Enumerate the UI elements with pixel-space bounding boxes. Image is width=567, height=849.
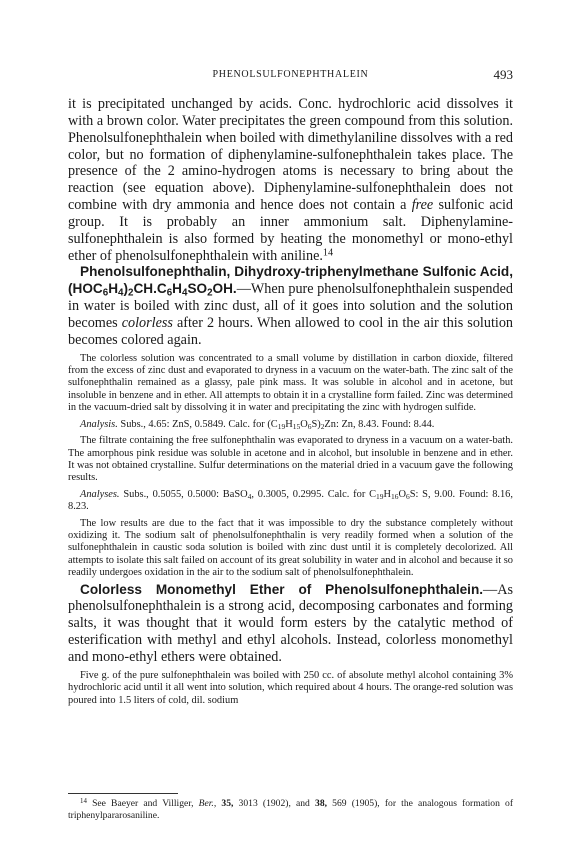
formula-part: H [285, 418, 293, 430]
s2-italic-colorless: colorless [121, 314, 173, 331]
analysis-text: Subs., 0.5055, 0.5000: BaSO [123, 488, 248, 500]
formula-part: H [108, 281, 119, 297]
analysis-zinc [68, 419, 513, 431]
footnote-rule [68, 793, 178, 794]
footnote-ref-14: 14 [322, 247, 334, 258]
footnote-text: See Baeyer and Villiger, [92, 798, 194, 809]
footnote-volume: 38, [315, 798, 328, 809]
formula-sub: 4 [181, 287, 188, 299]
formula-sub: 16 [391, 491, 399, 501]
s2-text-a: —When pure phenolsulfonephthalein suspended in water is boiled with zinc dust, all of it goes into solution and the solution becomes [68, 281, 513, 331]
formula-part: CH.C [133, 281, 167, 297]
analysis-sulfur [68, 489, 513, 514]
page-header [68, 68, 513, 82]
p1-italic-free: free [411, 197, 434, 214]
analysis-text: , 0.3005, 0.2995. Calc. for C [251, 488, 377, 500]
analysis-label: Analysis. [80, 418, 118, 430]
footnote-volume: 35, [221, 798, 234, 809]
analyses-label: Analyses. [80, 488, 120, 500]
analysis-text: S: S, 9.00. Found: 8.16, 8.23. [68, 488, 513, 513]
s2-text-b: after 2 hours. When allowed to cool in the air this solution becomes colored again. [68, 314, 514, 348]
formula-part: SO [187, 281, 208, 297]
formula-sub: 6 [102, 287, 109, 299]
formula-sub: 6 [307, 421, 312, 431]
formula-sub: 15 [292, 421, 301, 431]
analysis-text: Zn: Zn, 8.43. Found: 8.44. [324, 418, 435, 430]
formula-sub: 4 [118, 287, 124, 299]
formula-sub: 19 [376, 491, 384, 501]
formula-sub: 2 [128, 287, 134, 299]
formula-sub: 6 [166, 287, 173, 299]
footnote-text: 569 (1905), for the analogous formation of triphenylpararosaniline. [68, 798, 514, 821]
formula-part: OH. [212, 281, 237, 297]
paragraph-reaction-discussion [68, 96, 513, 264]
formula-part: O [398, 488, 406, 500]
running-head: PHENOLSULFONEPHTHALEIN [212, 69, 369, 80]
formula-part: ) [123, 281, 129, 297]
formula-sub: 4 [247, 491, 252, 501]
footnote-number: 14 [80, 797, 87, 805]
s3-text: —As phenolsulfonephthalein is a strong acid, decomposing carbonates and forming salts, it was thought that it would form esters by the catalytic method of esterification with methyl and ethyl alcohols. Instead, colorless monomethyl and mono-ethyl ethers were obtained. [68, 581, 513, 665]
footnote-text: 3013 (1902), and [238, 798, 310, 809]
page-body [68, 96, 513, 707]
experimental-free-sulfonephthalin: The filtrate containing the free sulfonephthalin was evaporated to dryness in a vacuum on a water-bath. The amorphous pink residue was soluble in acetone and in alcohol, but insoluble in benzene and in ether. It was not obtained crystalline. Sulfur determinations on the material dried in a vacuum gave the following results. [68, 435, 513, 484]
footnote-journal: Ber., [198, 798, 217, 809]
p1-text-b: sulfonic acid group. It is probably an inner ammonium salt. Diphenylamine-sulfonephthalein is also formed by heating the monomethyl or mono-ethyl ether of phenolsulfonephthalein with aniline. [68, 197, 514, 264]
formula-part: H [383, 488, 391, 500]
section-monomethyl-ether [68, 582, 513, 666]
p1-text: it is precipitated unchanged by acids. Conc. hydrochloric acid dissolves it with a brown color. Water precipitates the green compound from this solution. Phenolsulfonephthalein when boiled with dimethylaniline dissolves with a red color, but no formation of diphenylamine-sulfonephthalein takes place. The presence of the 2 amino-hydrogen atoms is necessary to bring about the reaction (see equation above). Diphenylamine-sulfonephthalein does not combine with dry ammonia and hence does not contain a [68, 96, 513, 214]
formula-part: H [172, 281, 182, 297]
experimental-methyl-ester: Five g. of the pure sulfonephthalein was boiled with 250 cc. of absolute methyl alcohol containing 3% hydrochloric acid until it all went into solution, which required about 4 hours. The orange-red solution was poured into 1.5 liters of cold, dil. sodium [68, 669, 513, 706]
experimental-low-results: The low results are due to the fact that it was impossible to dry the substance completely without oxidizing it. The sodium salt of phenolsulfonephthalin is very readily formed when a solution of the sulfonephthalein in caustic soda solution is boiled with zinc dust until it is completely decolorized. All attempts to isolate this salt failed on account of its great solubility in water and in alcohol and because it so readily undergoes oxidation in the air to the sodium salt of phenolsulfonephthalein. [68, 517, 513, 579]
page-number: 493 [493, 67, 513, 82]
formula-sub: 2 [207, 287, 213, 299]
analysis-text: Subs., 4.65: ZnS, 0.5849. Calc. for (C [120, 418, 278, 430]
section-sulfonephthalin [68, 264, 513, 348]
section-heading-monomethyl-ether: Colorless Monomethyl Ether of Phenolsulfonephthalein. [80, 581, 484, 597]
formula-part: O [300, 418, 308, 430]
formula-part: S) [311, 418, 321, 430]
formula-sub: 6 [405, 491, 410, 501]
experimental-zinc-salt: The colorless solution was concentrated to a small volume by distillation in carbon dioxide, filtered from the excess of zinc dust and evaporated to dryness in a vacuum on the water-bath. The zinc salt of the sulfonephthalin remained as a glassy, pale pink mass. It was soluble in alcohol and in acetone, but insoluble in benzene and in ether. All attempts to obtain it in a crystalline form failed. Zinc was determined in the vacuum-dried salt by dissolving it in water and precipitating the zinc with hydrogen sulfide. [68, 352, 513, 414]
formula-sub: 2 [320, 421, 325, 431]
heading-a: Phenolsulfonephthalin, Dihydroxy-triphenylmethane Sulfonic Acid, (HOC [68, 264, 513, 297]
footnote-14 [68, 798, 513, 821]
formula-sub: 19 [277, 421, 286, 431]
